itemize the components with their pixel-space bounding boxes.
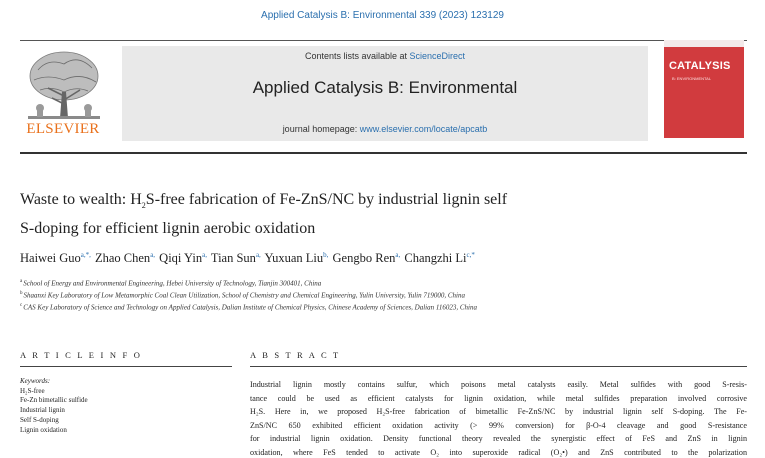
journal-citation: Applied Catalysis B: Environmental 339 (2023) 123129 [261,10,504,21]
affiliation-a [20,279,321,287]
affiliation-mark: a [20,279,23,284]
abstract-divider [250,366,747,367]
homepage-prefix: journal homepage: [282,124,360,134]
author-mark[interactable]: a,*, [80,251,91,259]
article-title [20,188,700,240]
author-mark[interactable]: b, [323,251,329,259]
affiliation-text: CAS Key Laboratory of Science and Technology on Applied Catalysis, Dalian Institute of Chemical Physics, Chinese Academy of Sciences, Dalian 116023, China [23,303,477,312]
abstract-line: H₂S. Here in, we proposed H₂S-free fabrication of bimetallic Fe-ZnS/NC by industrial lignin self S-doping. The Fe- [250,407,747,417]
article-info-heading: A R T I C L E I N F O [20,350,143,360]
title-part: Waste to wealth: H [20,191,142,208]
abstract-line: Industrial lignin mostly contains sulfur, which poisons metal catalysts easily. Metal sulfides with good S-resis- [250,380,747,389]
homepage-link[interactable]: www.elsevier.com/locate/apcatb [359,124,488,134]
keywords-label: Keywords: [20,377,51,385]
author[interactable]: Zhao Chen [94,251,151,266]
author-mark[interactable]: a, [202,251,207,259]
affiliation-text: School of Energy and Environmental Engineering, Hebei University of Technology, Tianjin 300401, China [23,279,322,288]
title-line-2: S-doping for efficient lignin aerobic oxidation [20,220,316,238]
title-divider [20,152,747,154]
author-mark[interactable]: a, [395,251,401,259]
article-info-divider [20,366,232,367]
keyword[interactable]: Fe-Zn bimetallic sulfide [20,396,88,405]
author-mark[interactable]: a, [255,251,261,259]
affiliation-mark: b [20,291,23,296]
affiliation-mark: c [20,303,23,308]
journal-name: Applied Catalysis B: Environmental [252,78,518,97]
contents-prefix: Contents lists available at [304,51,410,61]
title-subscript: 2 [141,201,146,211]
abstract-line: for industrial lignin oxidation. Density functional theory revealed the synergistic effect of FeS and ZnS in lignin [250,434,747,444]
author-list [20,251,740,266]
abstract-text [250,378,747,458]
author[interactable]: Qiqi Yin [159,251,203,266]
author[interactable]: Yuxuan Liu [264,251,324,266]
affiliation-text: Shaanxi Key Laboratory of Low Metamorphic Coal Clean Utilization, School of Chemistry and Chemical Engineering, Yulin University, Yulin 719000, China [23,291,465,300]
cover-top-band [664,40,744,47]
keyword[interactable]: Lignin oxidation [20,425,67,434]
header-divider [20,40,747,41]
author[interactable]: Tian Sun [210,251,256,266]
keywords-block [20,377,88,435]
homepage-line [122,124,648,134]
keyword[interactable]: Self S-doping [20,415,59,424]
author[interactable]: Haiwei Guo [20,251,81,266]
abstract-heading: A B S T R A C T [250,350,341,360]
author-mark[interactable]: a, [150,251,156,259]
abstract-line: oxidation, where FeS tended to activate O₂ into superoxide radical (O₂•) and ZnS contributed to the polarization [250,447,747,457]
author[interactable]: Gengbo Ren [332,251,396,266]
abstract-line: ZnS/NC 650 exhibited efficient oxidation activity (> 99% conversion) for β-O-4 cleavage and good S-resistance [250,420,747,430]
keyword[interactable]: Industrial lignin [20,406,65,415]
title-part: S-free fabrication of Fe-ZnS/NC by industrial lignin self [145,191,508,208]
affiliation-c [20,303,477,311]
affiliation-b [20,291,465,299]
author-mark[interactable]: c,* [466,251,475,259]
author[interactable]: Changzhi Li [404,251,467,266]
contents-line [122,51,648,61]
publisher-name: ELSEVIER [26,121,100,137]
keyword[interactable]: H₂S-free [20,386,45,395]
cover-subtitle: B: ENVIRONMENTAL [672,76,712,81]
sciencedirect-link[interactable]: ScienceDirect [409,51,466,61]
cover-title: CATALYSIS [669,60,731,72]
abstract-line: tance could be used as efficient catalysts for lignin oxidation, while metal sulfides preparation involved corrosive [250,393,747,403]
journal-cover-image [664,40,744,138]
